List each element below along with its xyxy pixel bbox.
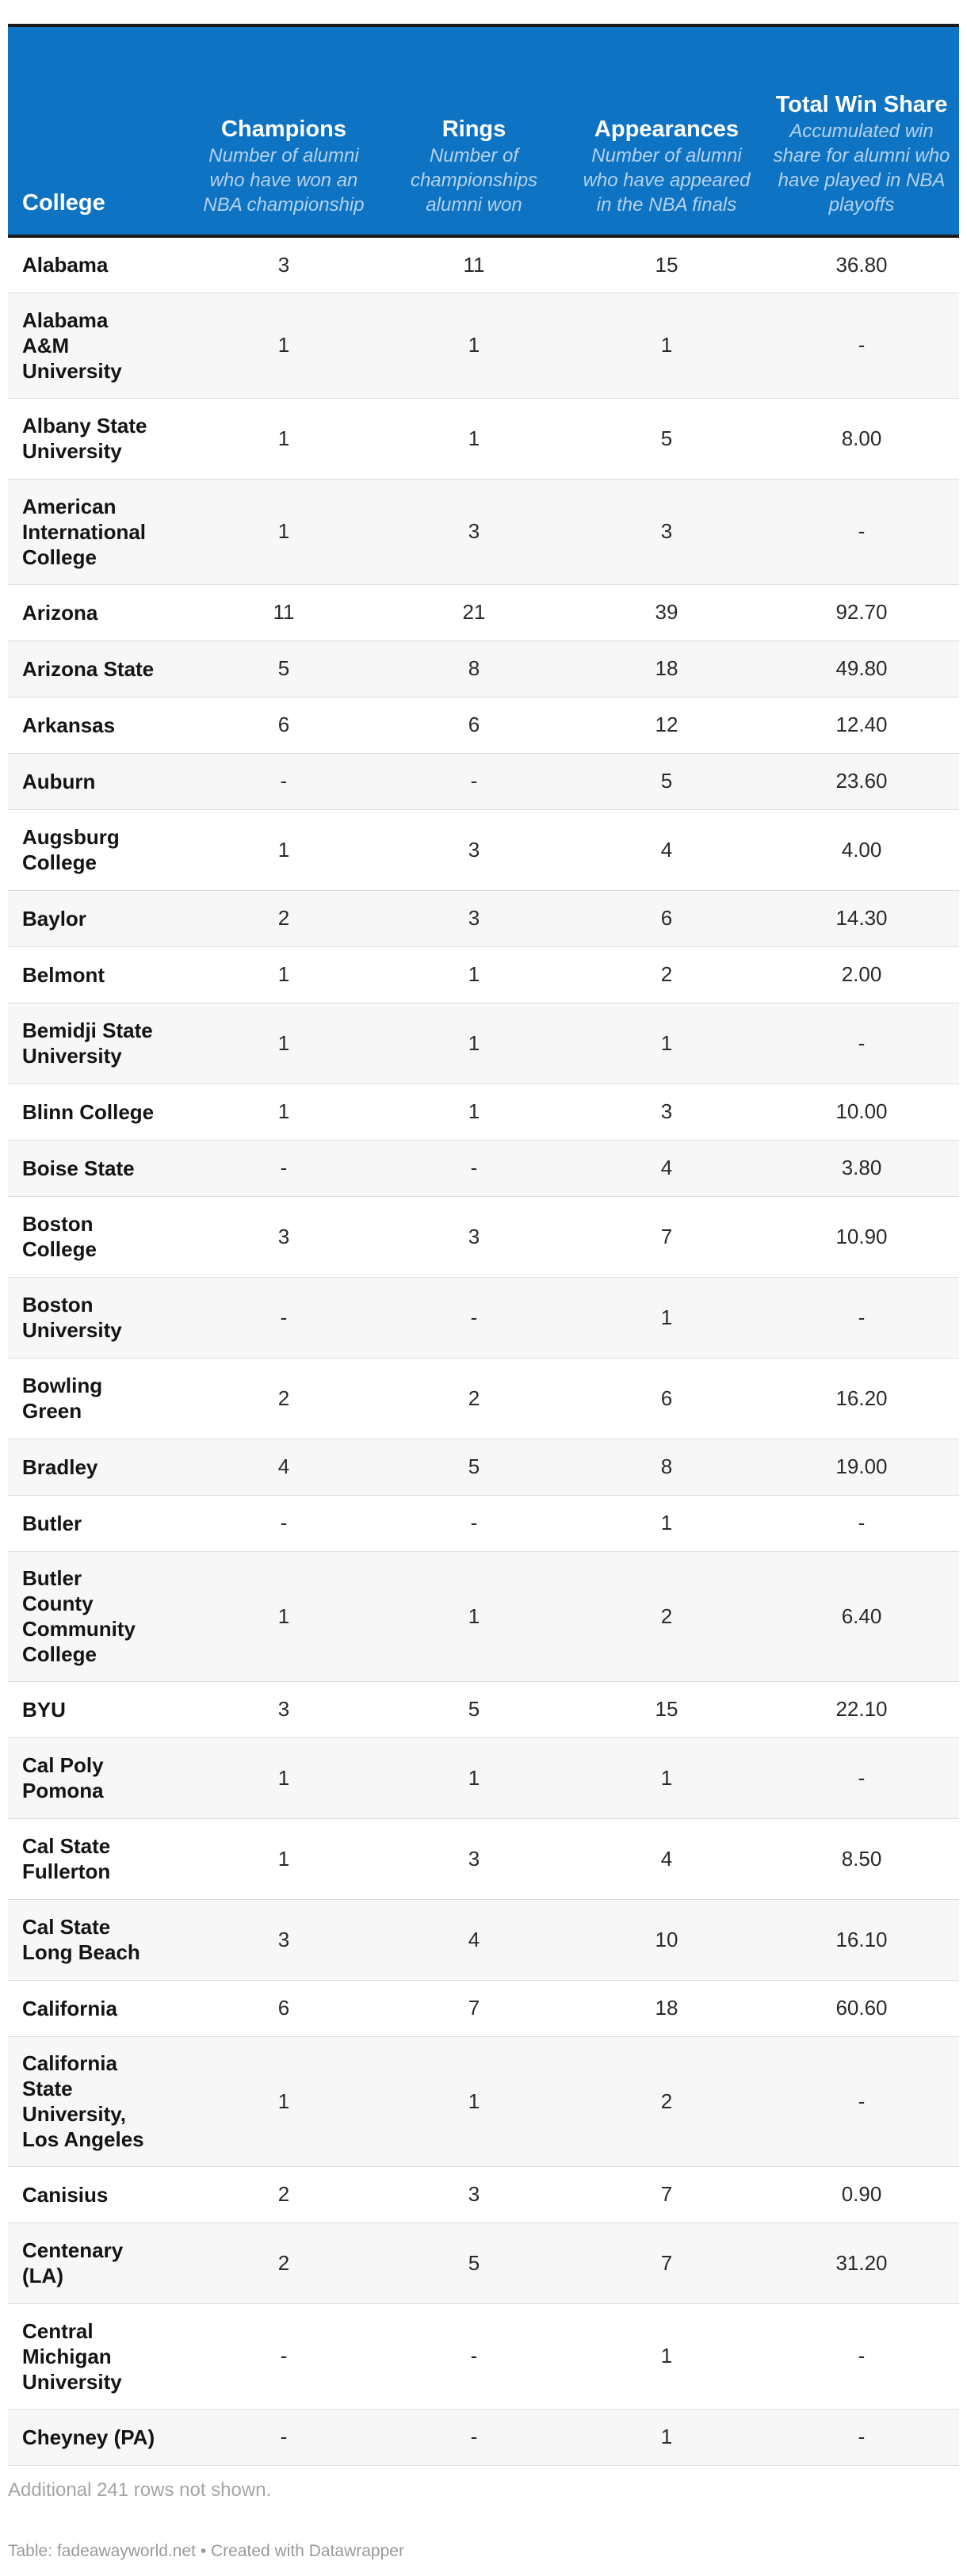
cell-appearances: 4: [569, 1818, 764, 1899]
cell-appearances: 10: [569, 1899, 764, 1980]
cell-win-share: 10.00: [764, 1084, 959, 1140]
cell-win-share: 36.80: [764, 236, 959, 292]
cell-appearances: 2: [569, 2036, 764, 2166]
cell-win-share: 3.80: [764, 1140, 959, 1196]
cell-win-share: 31.20: [764, 2222, 959, 2303]
table-row: [8, 890, 959, 946]
cell-rings: 1: [379, 292, 569, 398]
cell-champions: 6: [189, 1980, 379, 2036]
cell-college: Cal State Long Beach: [8, 1899, 189, 1980]
table-row: [8, 2222, 959, 2303]
header-appearances[interactable]: [569, 25, 764, 236]
cell-champions: 11: [189, 584, 379, 640]
cell-rings: 4: [379, 1899, 569, 1980]
cell-win-share: -: [764, 479, 959, 584]
header-champions-title: Champions: [221, 117, 346, 142]
cell-appearances: 1: [569, 1737, 764, 1818]
cell-appearances: 7: [569, 1196, 764, 1277]
cell-champions: 1: [189, 1084, 379, 1140]
cell-win-share: 14.30: [764, 890, 959, 946]
cell-rings: -: [379, 2409, 569, 2465]
cell-rings: -: [379, 1277, 569, 1358]
cell-win-share: 92.70: [764, 584, 959, 640]
cell-rings: 7: [379, 1980, 569, 2036]
cell-champions: -: [189, 2303, 379, 2409]
cell-rings: 1: [379, 398, 569, 479]
cell-champions: 3: [189, 1196, 379, 1277]
cell-college: Augsburg College: [8, 809, 189, 890]
cell-win-share: 19.00: [764, 1439, 959, 1495]
cell-champions: 2: [189, 2166, 379, 2222]
cell-rings: 21: [379, 584, 569, 640]
cell-rings: -: [379, 753, 569, 809]
cell-appearances: 2: [569, 1551, 764, 1681]
cell-champions: 2: [189, 1358, 379, 1439]
header-champions-desc: Number of alumni who have won an NBA championship: [203, 145, 365, 216]
cell-win-share: 12.40: [764, 697, 959, 753]
table-row: [8, 1818, 959, 1899]
cell-champions: 4: [189, 1439, 379, 1495]
cell-college: Butler: [8, 1495, 189, 1551]
cell-college: Canisius: [8, 2166, 189, 2222]
cell-win-share: 49.80: [764, 640, 959, 697]
cell-champions: 1: [189, 1003, 379, 1084]
table-row: [8, 1196, 959, 1277]
cell-college: California State University, Los Angeles: [8, 2036, 189, 2166]
cell-win-share: -: [764, 1495, 959, 1551]
cell-champions: 6: [189, 697, 379, 753]
cell-rings: 2: [379, 1358, 569, 1439]
cell-college: Auburn: [8, 753, 189, 809]
cell-appearances: 12: [569, 697, 764, 753]
cell-college: Alabama A&M University: [8, 292, 189, 398]
cell-rings: 6: [379, 697, 569, 753]
table-row: [8, 1084, 959, 1140]
cell-college: Bemidji State University: [8, 1003, 189, 1084]
cell-win-share: -: [764, 292, 959, 398]
table-row: [8, 2166, 959, 2222]
cell-champions: 1: [189, 479, 379, 584]
header-appearances-title: Appearances: [594, 117, 740, 142]
table-row: [8, 1899, 959, 1980]
cell-win-share: 23.60: [764, 753, 959, 809]
header-row: [8, 25, 959, 236]
cell-win-share: -: [764, 2409, 959, 2465]
cell-win-share: 16.20: [764, 1358, 959, 1439]
cell-rings: 11: [379, 236, 569, 292]
cell-win-share: -: [764, 1003, 959, 1084]
cell-appearances: 4: [569, 1140, 764, 1196]
cell-appearances: 8: [569, 1439, 764, 1495]
cell-college: Baylor: [8, 890, 189, 946]
cell-champions: -: [189, 1495, 379, 1551]
table-row: [8, 946, 959, 1003]
cell-champions: 1: [189, 1737, 379, 1818]
cell-college: Albany State University: [8, 398, 189, 479]
cell-rings: 5: [379, 1681, 569, 1737]
cell-appearances: 5: [569, 398, 764, 479]
cell-champions: 1: [189, 292, 379, 398]
cell-rings: 8: [379, 640, 569, 697]
header-win-share-desc: Accumulated win share for alumni who have played in NBA playoffs: [773, 120, 950, 216]
cell-rings: -: [379, 1140, 569, 1196]
cell-champions: 3: [189, 1899, 379, 1980]
cell-college: Cal State Fullerton: [8, 1818, 189, 1899]
cell-rings: 3: [379, 809, 569, 890]
cell-appearances: 4: [569, 809, 764, 890]
cell-rings: 3: [379, 1196, 569, 1277]
cell-college: Bowling Green: [8, 1358, 189, 1439]
table-row: [8, 753, 959, 809]
cell-rings: 3: [379, 1818, 569, 1899]
table-row: [8, 2409, 959, 2465]
cell-win-share: -: [764, 1737, 959, 1818]
header-win-share[interactable]: [764, 25, 959, 236]
cell-rings: 3: [379, 479, 569, 584]
table-row: [8, 2303, 959, 2409]
source-credit: Table: fadeawayworld.net • Created with Datawrapper: [8, 2542, 404, 2560]
table-row: [8, 1551, 959, 1681]
cell-champions: -: [189, 753, 379, 809]
college-table: [8, 24, 959, 2466]
cell-college: Cal Poly Pomona: [8, 1737, 189, 1818]
cell-rings: -: [379, 2303, 569, 2409]
table-row: [8, 479, 959, 584]
cell-college: BYU: [8, 1681, 189, 1737]
cell-appearances: 1: [569, 1495, 764, 1551]
cell-appearances: 1: [569, 2409, 764, 2465]
cell-college: Central Michigan University: [8, 2303, 189, 2409]
cell-college: Belmont: [8, 946, 189, 1003]
cell-champions: 1: [189, 398, 379, 479]
cell-rings: 1: [379, 1084, 569, 1140]
cell-champions: 1: [189, 809, 379, 890]
table-row: [8, 1681, 959, 1737]
cell-appearances: 1: [569, 1277, 764, 1358]
table-row: [8, 292, 959, 398]
cell-champions: -: [189, 1277, 379, 1358]
rows-not-shown-note: Additional 241 rows not shown.: [8, 2479, 272, 2501]
table-row: [8, 584, 959, 640]
cell-rings: 5: [379, 1439, 569, 1495]
cell-champions: 1: [189, 1818, 379, 1899]
cell-champions: -: [189, 1140, 379, 1196]
cell-college: Blinn College: [8, 1084, 189, 1140]
cell-win-share: 10.90: [764, 1196, 959, 1277]
table-row: [8, 1439, 959, 1495]
cell-win-share: 0.90: [764, 2166, 959, 2222]
cell-champions: 1: [189, 1551, 379, 1681]
cell-win-share: -: [764, 2303, 959, 2409]
header-rings-title: Rings: [441, 117, 506, 142]
cell-college: Arizona: [8, 584, 189, 640]
cell-champions: 3: [189, 236, 379, 292]
table-row: [8, 1277, 959, 1358]
table-row: [8, 236, 959, 292]
cell-college: Boston College: [8, 1196, 189, 1277]
cell-appearances: 18: [569, 640, 764, 697]
cell-college: Centenary (LA): [8, 2222, 189, 2303]
cell-appearances: 1: [569, 292, 764, 398]
header-college[interactable]: [8, 25, 189, 236]
cell-rings: 1: [379, 1737, 569, 1818]
table-row: [8, 1003, 959, 1084]
table-row: [8, 697, 959, 753]
header-college-title: College: [22, 190, 105, 216]
cell-win-share: 16.10: [764, 1899, 959, 1980]
cell-win-share: 8.00: [764, 398, 959, 479]
cell-appearances: 15: [569, 1681, 764, 1737]
cell-appearances: 1: [569, 1003, 764, 1084]
cell-champions: 5: [189, 640, 379, 697]
cell-rings: -: [379, 1495, 569, 1551]
cell-win-share: 4.00: [764, 809, 959, 890]
cell-rings: 3: [379, 2166, 569, 2222]
cell-appearances: 5: [569, 753, 764, 809]
cell-win-share: 8.50: [764, 1818, 959, 1899]
header-champions[interactable]: [189, 25, 379, 236]
header-rings[interactable]: [379, 25, 569, 236]
cell-college: Arizona State: [8, 640, 189, 697]
cell-appearances: 7: [569, 2166, 764, 2222]
cell-champions: 1: [189, 946, 379, 1003]
cell-win-share: 6.40: [764, 1551, 959, 1681]
table-row: [8, 640, 959, 697]
cell-appearances: 1: [569, 2303, 764, 2409]
cell-appearances: 39: [569, 584, 764, 640]
cell-champions: 3: [189, 1681, 379, 1737]
table-row: [8, 2036, 959, 2166]
table-row: [8, 398, 959, 479]
table-row: [8, 1980, 959, 2036]
header-rings-desc: Number of championships alumni won: [410, 145, 538, 216]
cell-champions: 2: [189, 2222, 379, 2303]
cell-rings: 1: [379, 1551, 569, 1681]
cell-appearances: 6: [569, 1358, 764, 1439]
table-body: [8, 236, 959, 2465]
cell-rings: 3: [379, 890, 569, 946]
table-row: [8, 809, 959, 890]
cell-college: California: [8, 1980, 189, 2036]
cell-appearances: 3: [569, 1084, 764, 1140]
cell-win-share: -: [764, 1277, 959, 1358]
cell-appearances: 6: [569, 890, 764, 946]
cell-college: American International College: [8, 479, 189, 584]
cell-champions: 2: [189, 890, 379, 946]
cell-appearances: 3: [569, 479, 764, 584]
cell-college: Cheyney (PA): [8, 2409, 189, 2465]
cell-college: Boston University: [8, 1277, 189, 1358]
table-header: [8, 25, 959, 236]
cell-champions: 1: [189, 2036, 379, 2166]
header-win-share-title: Total Win Share: [775, 92, 948, 117]
table-row: [8, 1140, 959, 1196]
cell-win-share: 60.60: [764, 1980, 959, 2036]
cell-appearances: 18: [569, 1980, 764, 2036]
table-row: [8, 1495, 959, 1551]
table-row: [8, 1358, 959, 1439]
cell-appearances: 15: [569, 236, 764, 292]
cell-college: Alabama: [8, 236, 189, 292]
cell-rings: 1: [379, 2036, 569, 2166]
cell-rings: 1: [379, 946, 569, 1003]
cell-win-share: 2.00: [764, 946, 959, 1003]
cell-rings: 1: [379, 1003, 569, 1084]
cell-college: Butler County Community College: [8, 1551, 189, 1681]
cell-college: Boise State: [8, 1140, 189, 1196]
header-appearances-desc: Number of alumni who have appeared in the NBA finals: [583, 145, 751, 216]
cell-appearances: 2: [569, 946, 764, 1003]
cell-win-share: -: [764, 2036, 959, 2166]
cell-rings: 5: [379, 2222, 569, 2303]
cell-champions: -: [189, 2409, 379, 2465]
cell-college: Arkansas: [8, 697, 189, 753]
cell-college: Bradley: [8, 1439, 189, 1495]
table-row: [8, 1737, 959, 1818]
cell-win-share: 22.10: [764, 1681, 959, 1737]
cell-appearances: 7: [569, 2222, 764, 2303]
